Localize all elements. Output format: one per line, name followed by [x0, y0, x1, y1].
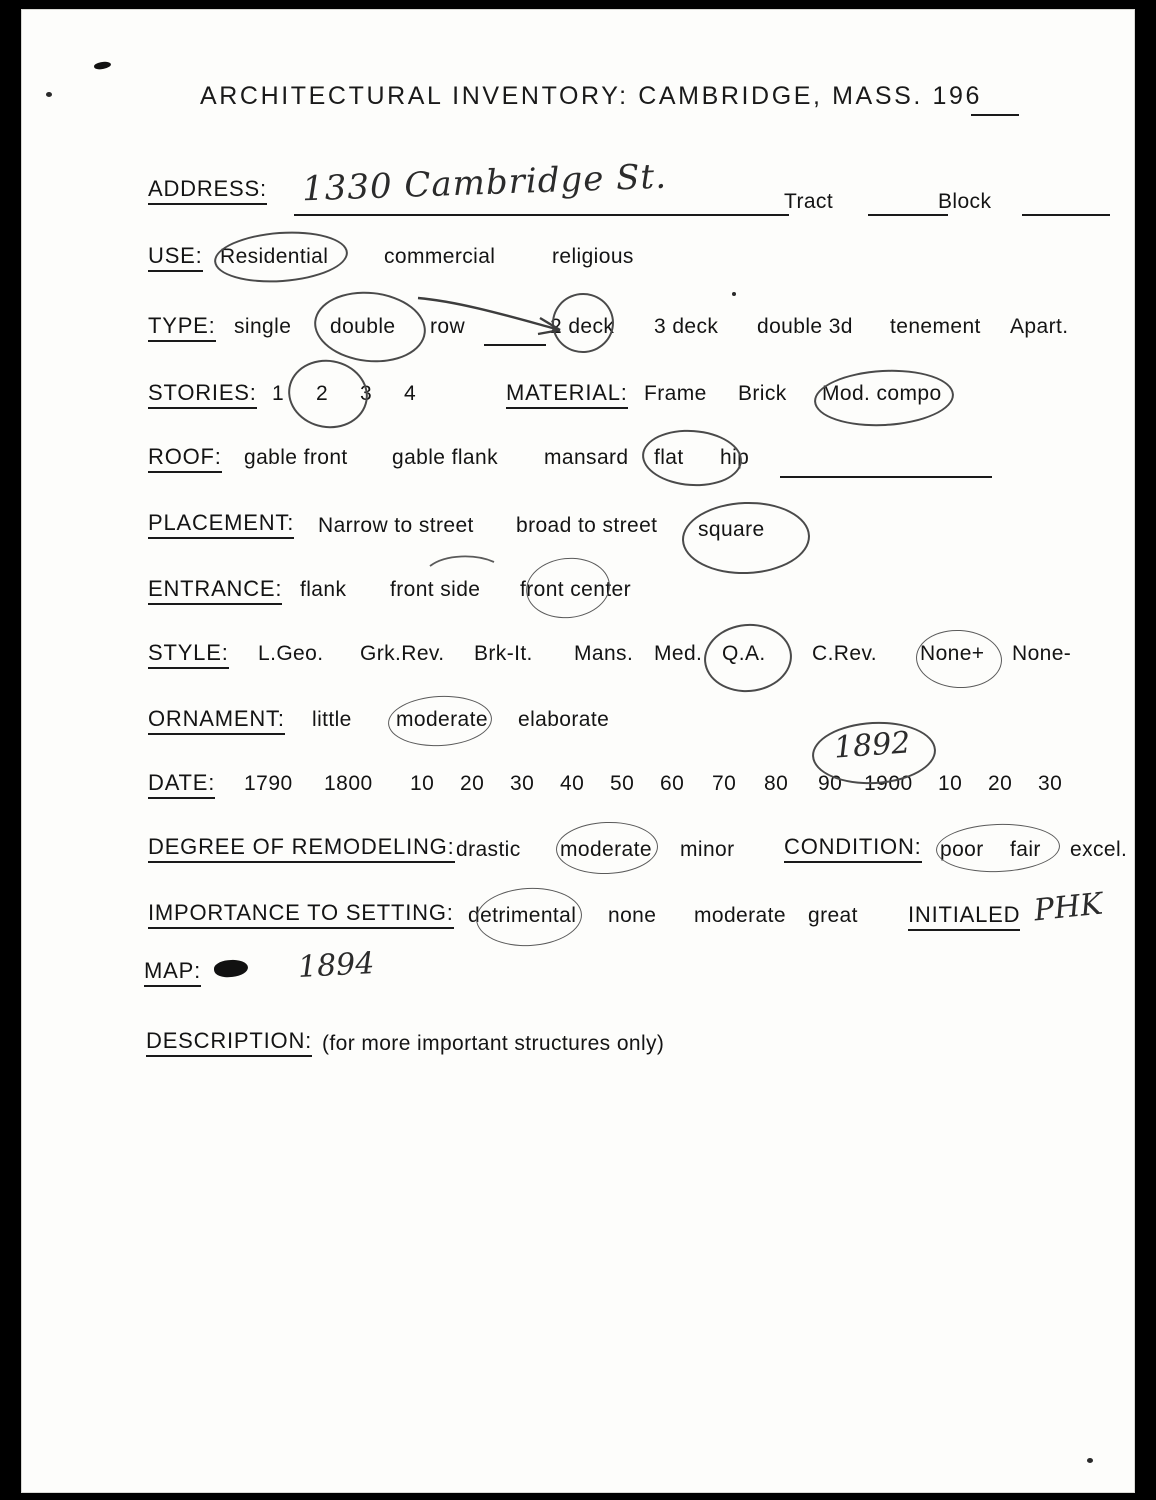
- importance-option-moderate[interactable]: moderate: [694, 904, 786, 927]
- stray-mark: [94, 61, 112, 71]
- form-sheet: [22, 10, 1134, 1492]
- ornament-option-elaborate[interactable]: elaborate: [518, 708, 610, 731]
- block-fill-line[interactable]: [1022, 214, 1110, 216]
- ornament-label: ORNAMENT:: [148, 706, 285, 735]
- type-option-2deck[interactable]: 2 deck: [550, 315, 615, 338]
- date-option-30b[interactable]: 30: [1038, 772, 1063, 795]
- remodeling-option-moderate[interactable]: moderate: [560, 838, 652, 861]
- material-label: MATERIAL:: [506, 380, 628, 409]
- condition-selection-circle: [935, 822, 1061, 874]
- use-selection-circle: [212, 227, 349, 286]
- style-option-none-plus[interactable]: None+: [920, 642, 985, 665]
- type-option-double3d[interactable]: double 3d: [757, 315, 853, 338]
- title-year-blank: [971, 114, 1019, 116]
- date-option-10b[interactable]: 10: [938, 772, 963, 795]
- date-option-60[interactable]: 60: [660, 772, 685, 795]
- type-option-3deck[interactable]: 3 deck: [654, 315, 719, 338]
- importance-option-great[interactable]: great: [808, 904, 858, 927]
- entrance-stray-stroke: [428, 550, 498, 572]
- stories-label: STORIES:: [148, 380, 257, 409]
- stories-option-2[interactable]: 2: [316, 382, 329, 405]
- entrance-option-flank[interactable]: flank: [300, 578, 347, 601]
- initialed-label: INITIALED: [908, 902, 1020, 931]
- condition-option-fair[interactable]: fair: [1010, 838, 1041, 861]
- style-label: STYLE:: [148, 640, 229, 669]
- remodeling-selection-circle: [555, 820, 659, 876]
- roof-option-gable-flank[interactable]: gable flank: [392, 446, 498, 469]
- use-option-residential[interactable]: Residential: [220, 245, 329, 268]
- date-option-1790[interactable]: 1790: [244, 772, 293, 795]
- style-qa-circle: [701, 620, 795, 695]
- entrance-label: ENTRANCE:: [148, 576, 282, 605]
- stories-selection-circle: [283, 354, 374, 435]
- date-option-90[interactable]: 90: [818, 772, 843, 795]
- map-label: MAP:: [144, 958, 201, 987]
- remodeling-option-minor[interactable]: minor: [680, 838, 735, 861]
- type-option-double[interactable]: double: [330, 315, 396, 338]
- remodeling-label: DEGREE OF REMODELING:: [148, 834, 455, 863]
- roof-label: ROOF:: [148, 444, 222, 473]
- initialed-value[interactable]: PHK: [1032, 886, 1105, 929]
- placement-option-narrow[interactable]: Narrow to street: [318, 514, 474, 537]
- importance-option-none[interactable]: none: [608, 904, 657, 927]
- remodeling-option-drastic[interactable]: drastic: [456, 838, 521, 861]
- ornament-option-little[interactable]: little: [312, 708, 352, 731]
- ornament-option-moderate[interactable]: moderate: [396, 708, 488, 731]
- date-option-1800[interactable]: 1800: [324, 772, 373, 795]
- importance-label: IMPORTANCE TO SETTING:: [148, 900, 454, 929]
- roof-selection-circle: [640, 427, 744, 490]
- date-label: DATE:: [148, 770, 215, 799]
- material-option-brick[interactable]: Brick: [738, 382, 787, 405]
- roof-option-mansard[interactable]: mansard: [544, 446, 629, 469]
- roof-option-flat[interactable]: flat: [654, 446, 684, 469]
- material-option-modcompo[interactable]: Mod. compo: [822, 382, 942, 405]
- condition-option-excel[interactable]: excel.: [1070, 838, 1128, 861]
- stories-option-4[interactable]: 4: [404, 382, 417, 405]
- importance-selection-circle: [475, 885, 584, 948]
- use-label: USE:: [148, 243, 203, 272]
- style-option-lgeo[interactable]: L.Geo.: [258, 642, 324, 665]
- style-option-none-minus[interactable]: None-: [1012, 642, 1072, 665]
- date-option-40[interactable]: 40: [560, 772, 585, 795]
- use-option-religious[interactable]: religious: [552, 245, 634, 268]
- date-option-10[interactable]: 10: [410, 772, 435, 795]
- style-option-med[interactable]: Med.: [654, 642, 703, 665]
- style-option-grkrev[interactable]: Grk.Rev.: [360, 642, 445, 665]
- style-none-plus-circle: [915, 628, 1004, 690]
- block-label: Block: [938, 190, 992, 213]
- tract-label: Tract: [784, 190, 834, 213]
- type-double-circle: [311, 286, 430, 367]
- date-handwritten-value[interactable]: 1892: [832, 725, 912, 766]
- style-option-qa[interactable]: Q.A.: [722, 642, 766, 665]
- placement-option-broad[interactable]: broad to street: [516, 514, 658, 537]
- date-option-70[interactable]: 70: [712, 772, 737, 795]
- stories-option-3[interactable]: 3: [360, 382, 373, 405]
- type-arrow-icon: [414, 292, 574, 346]
- scanned-form-page: [22, 10, 1134, 1492]
- style-option-brkit[interactable]: Brk-It.: [474, 642, 533, 665]
- entrance-selection-circle: [523, 554, 613, 622]
- condition-label: CONDITION:: [784, 834, 922, 863]
- map-ink-blot: [213, 958, 249, 978]
- stories-option-1[interactable]: 1: [272, 382, 285, 405]
- type-option-row[interactable]: row: [430, 315, 466, 338]
- condition-option-poor[interactable]: poor: [940, 838, 984, 861]
- date-option-1900[interactable]: 1900: [864, 772, 913, 795]
- date-option-80[interactable]: 80: [764, 772, 789, 795]
- stray-speck: [732, 292, 736, 296]
- address-label: ADDRESS:: [148, 176, 267, 205]
- type-option-tenement[interactable]: tenement: [890, 315, 981, 338]
- type-label: TYPE:: [148, 313, 216, 342]
- date-option-50[interactable]: 50: [610, 772, 635, 795]
- date-option-20[interactable]: 20: [460, 772, 485, 795]
- stray-speck: [1087, 1458, 1093, 1463]
- description-note: (for more important structures only): [322, 1032, 665, 1055]
- stray-speck: [46, 92, 52, 97]
- placement-option-square[interactable]: square: [698, 518, 765, 541]
- date-option-30[interactable]: 30: [510, 772, 535, 795]
- type-option-single[interactable]: single: [234, 315, 292, 338]
- address-value[interactable]: 1330 Cambridge St.: [301, 156, 668, 210]
- map-value[interactable]: 1894: [297, 946, 376, 985]
- use-option-commercial[interactable]: commercial: [384, 245, 496, 268]
- roof-option-hip[interactable]: hip: [720, 446, 750, 469]
- placement-label: PLACEMENT:: [148, 510, 294, 539]
- material-selection-circle: [813, 366, 956, 429]
- roof-fill-line[interactable]: [780, 476, 992, 478]
- tract-fill-line[interactable]: [868, 214, 948, 216]
- type-option-apart[interactable]: Apart.: [1010, 315, 1069, 338]
- style-option-crev[interactable]: C.Rev.: [812, 642, 878, 665]
- address-fill-line: [294, 214, 789, 216]
- entrance-option-front-center[interactable]: front center: [520, 578, 632, 601]
- ornament-selection-circle: [387, 693, 493, 748]
- style-option-mans[interactable]: Mans.: [574, 642, 634, 665]
- importance-option-detrimental[interactable]: detrimental: [468, 904, 577, 927]
- date-option-20b[interactable]: 20: [988, 772, 1013, 795]
- placement-selection-circle: [681, 500, 811, 576]
- material-option-frame[interactable]: Frame: [644, 382, 707, 405]
- page-title: ARCHITECTURAL INVENTORY: CAMBRIDGE, MASS. 196: [200, 82, 982, 110]
- description-label: DESCRIPTION:: [146, 1028, 312, 1057]
- roof-option-gable-front[interactable]: gable front: [244, 446, 348, 469]
- entrance-option-front-side[interactable]: front side: [390, 578, 481, 601]
